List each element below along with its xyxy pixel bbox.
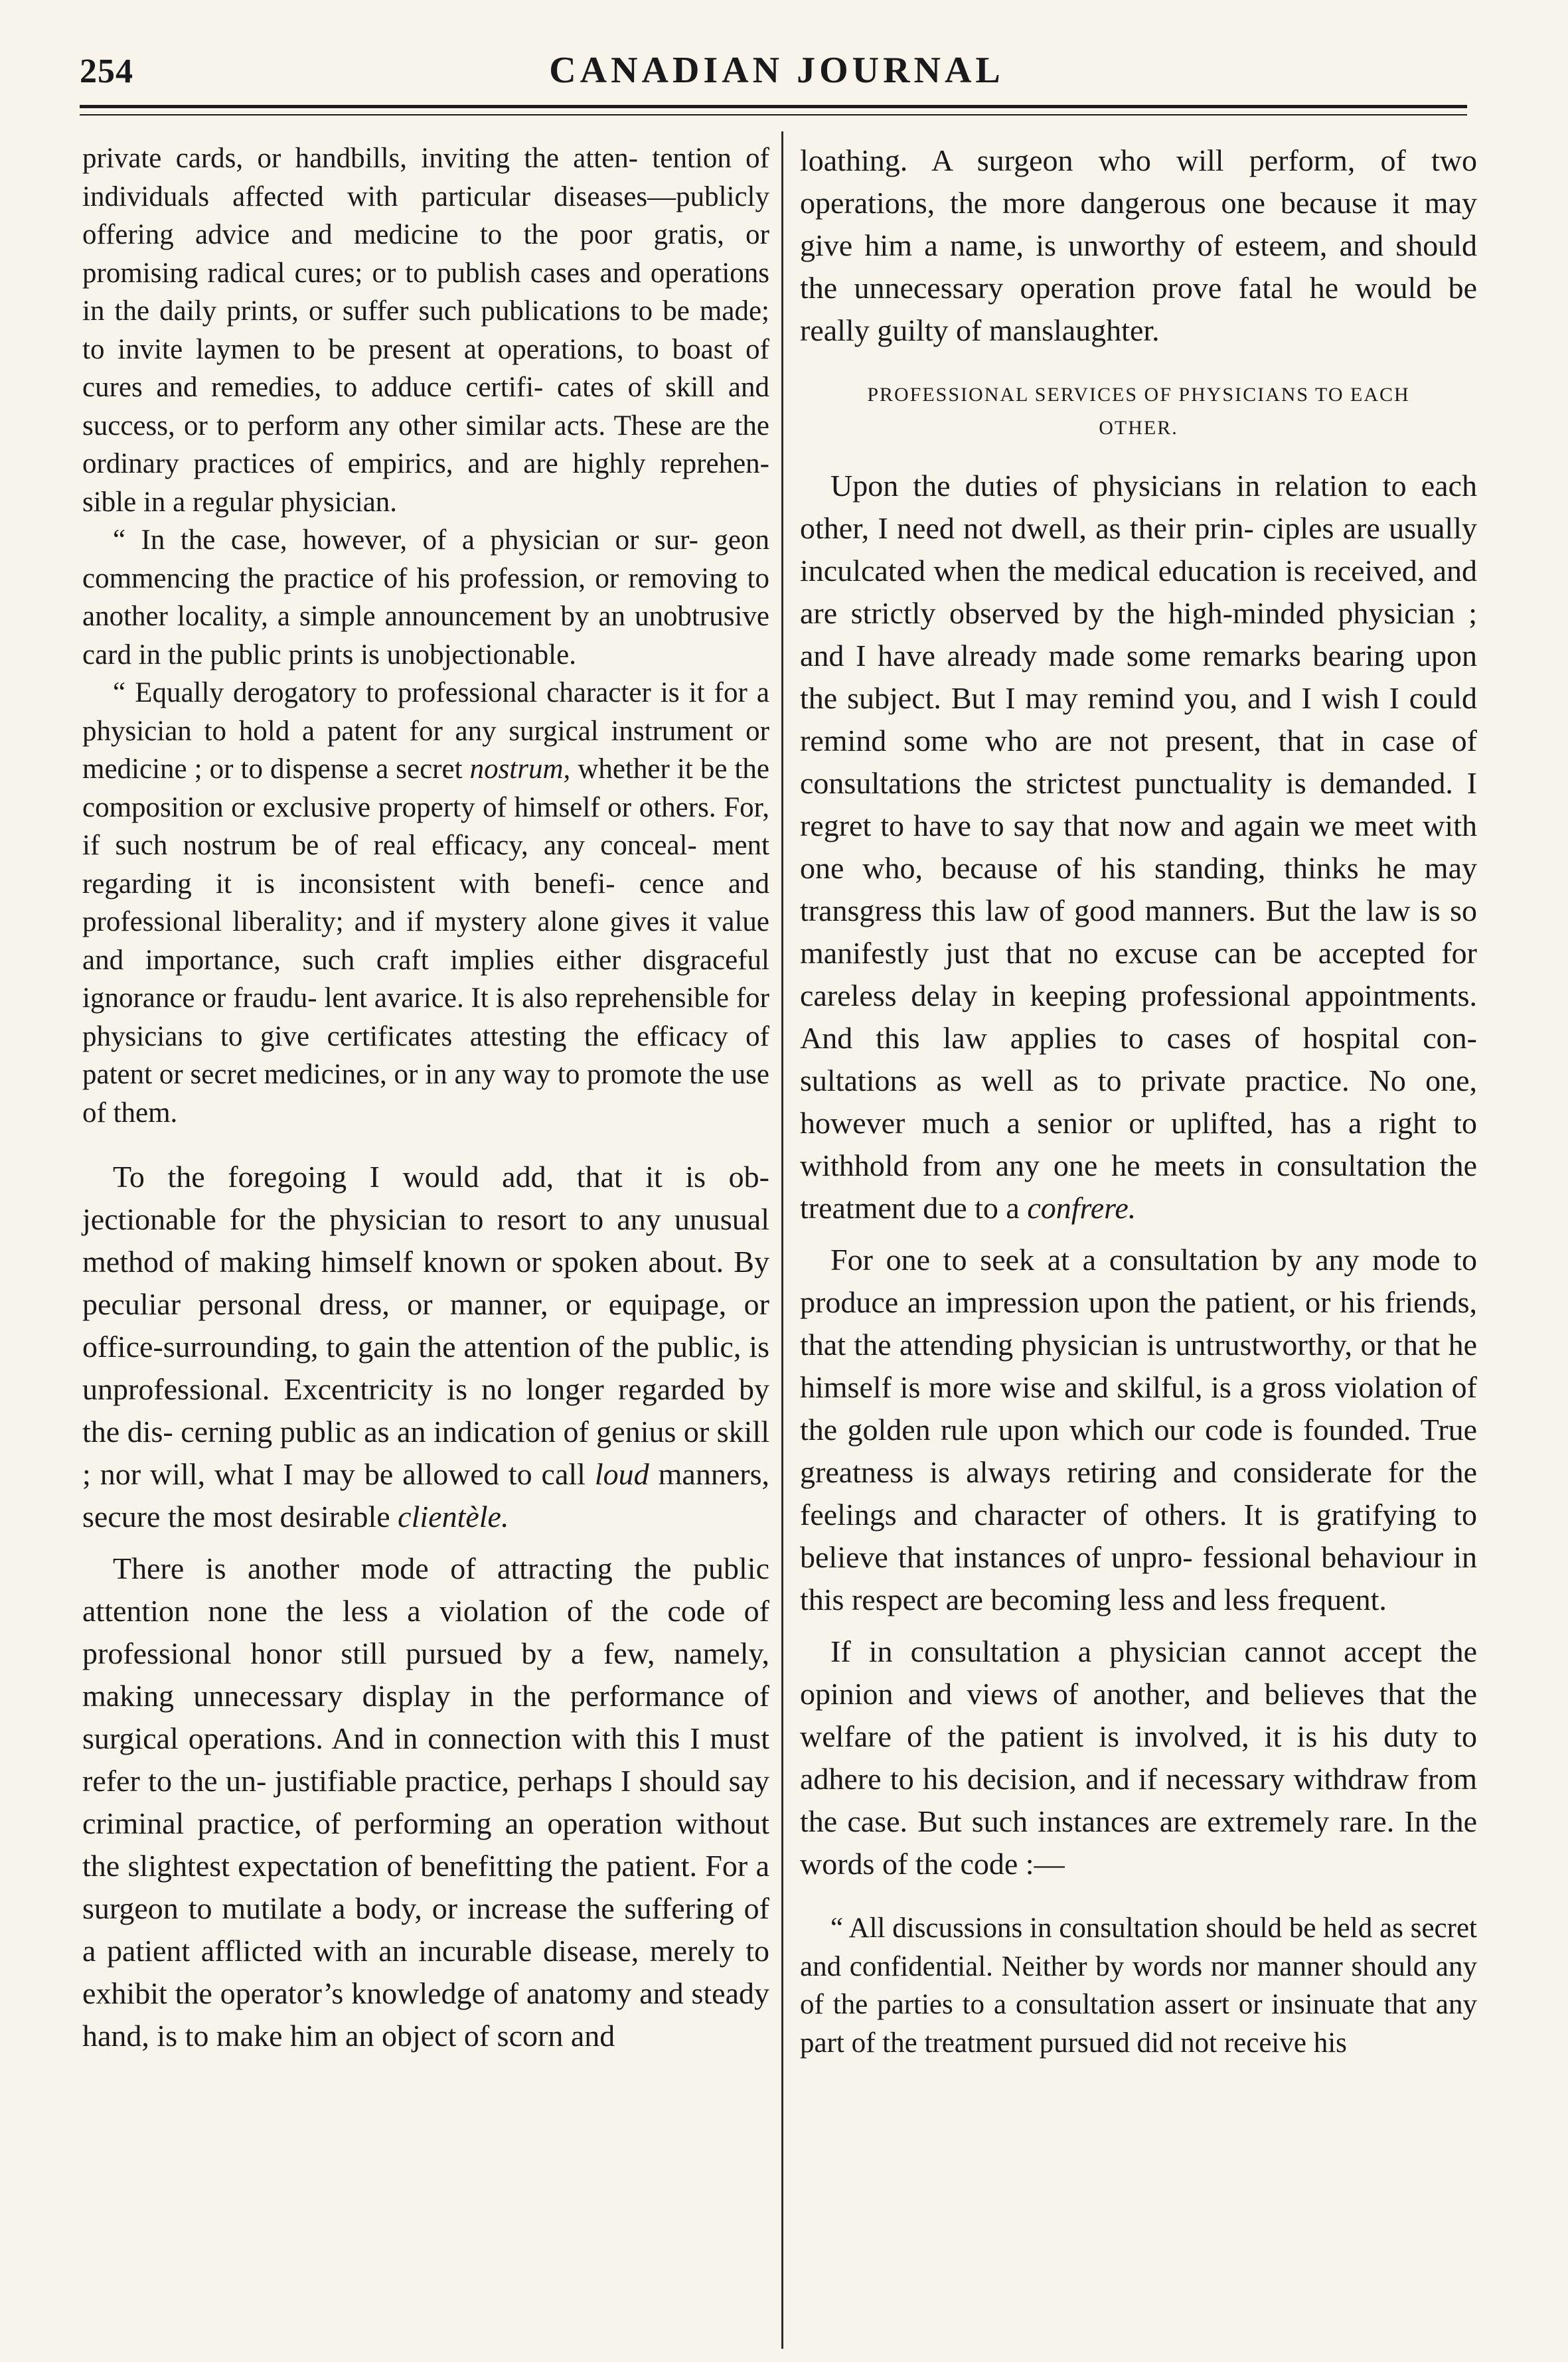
right-p2-start: Upon the duties of physicians in relation to each other, I need not dwell, as their prin- ciples are usually inculcated when the medical education is received, and are strictly observed by the high-minded physician ; and I have already made some remarks bearing upon the subject. But I may remind you, and I wish I could remind some who are not present, that in case of consultations the strictest punctuality is demanded. I regret to have to say that now and again we meet with one who, because of his standing, thinks he may transgress this law of good manners. But the law is so manifestly just that no excuse can be accepted for careless delay in keeping professional appointments. And this law applies to cases of hospital con- sultations as well as to private practice. No one, however much a senior or uplifted, has a right to withhold from any one he meets in consultation the treatment due to a <box>800 469 1477 1225</box>
left-p4-mid: manners, secure the most desirable <box>82 1457 769 1534</box>
section-heading-line-2: OTHER. <box>1099 417 1178 439</box>
page-header <box>80 44 1474 97</box>
left-p3-italic: nostrum, <box>469 753 571 785</box>
left-p4-italic-clientele: clientèle. <box>398 1500 509 1534</box>
left-paragraph-2: “ In the case, however, of a physician or sur- geon commencing the practice of his profession, or removing to another locality, a simple announcement by an unobtrusive card in the public prints is unobjectionable. <box>82 524 769 670</box>
left-p3-before: “ Equally derogatory to professional character is it for a physician to hold a patent for any surgical instrument or medicine ; or to dispense a secret <box>82 677 769 785</box>
right-paragraph-2 <box>800 465 1477 1229</box>
right-paragraph-4: If in consultation a physician cannot accept the opinion and views of another, and believes that the welfare of the patient is involved, it is his duty to adhere to his decision, and if necessary withdraw from the case. But such instances are extremely rare. In the words of the code :— <box>800 1634 1477 1881</box>
right-p2-italic: confrere. <box>1027 1191 1137 1225</box>
left-paragraph-1: private cards, or handbills, inviting the atten- tention of individuals affected with particular diseases—publicly offering advice and medicine to the poor gratis, or promising radical cures; or to publish cases and operations in the daily prints, or suffer such publications to be made; to invite laymen to be present at operations, to boast of cures and remedies, to adduce certifi- cates of skill and success, or to perform any other similar acts. These are the ordinary practices of empirics, and are highly reprehen- sible in a regular physician. <box>82 143 769 518</box>
header-rule-thin <box>80 114 1467 116</box>
left-paragraph-4 <box>82 1156 769 1538</box>
header-rule-thick <box>80 105 1467 108</box>
left-paragraph-3 <box>82 674 769 1132</box>
right-paragraph-3: For one to seek at a consultation by any mode to produce an impression upon the patient, or his friends, that the attending physician is untrustworthy, or that he himself is more wise and skilful, is a gross violation of the golden rule upon which our code is founded. True greatness is always retiring and considerate for the feelings and character of others. It is gratifying to believe that instances of unpro- fessional behaviour in this respect are becoming less and less frequent. <box>800 1243 1477 1616</box>
left-p3-after: whether it be the composition or exclusive property of himself or others. For, if such nostrum be of real efficacy, any conceal- ment regarding it is inconsistent with benefi- cence and professional liberality; and if mystery alone gives it value and importance, such craft implies either disgraceful ignorance or fraudu- lent avarice. It is also reprehensible for physicians to give certificates attesting the efficacy of patent or secret medicines, or in any way to promote the use of them. <box>82 753 769 1129</box>
section-heading <box>800 378 1477 445</box>
left-p4-italic-loud: loud <box>594 1457 649 1491</box>
right-column <box>800 139 1477 2062</box>
right-paragraph-5: “ All discussions in consultation should be held as secret and confidential. Neither by words nor manner should any of the parties to a consultation assert or insinuate that any part of the treatment pursued did not receive his <box>800 1913 1477 2059</box>
left-p4-start: To the foregoing I would add, that it is ob- jectionable for the physician to resort to any unusual method of making himself known or spoken about. By peculiar personal dress, or manner, or equipage, or office-surrounding, to gain the attention of the public, is unprofessional. Excentricity is no longer regarded by the dis- cerning public as an indication of genius or skill ; nor will, what I may be allowed to call <box>82 1160 769 1491</box>
left-paragraph-5: There is another mode of attracting the public attention none the less a violation of the code of professional honor still pursued by a few, namely, making unnecessary display in the performance of surgical operations. And in connection with this I must refer to the un- justifiable practice, perhaps I should say criminal practice, of performing an operation without the slightest expectation of benefitting the patient. For a surgeon to mutilate a body, or increase the suffering of a patient afflicted with an incurable disease, merely to exhibit the operator’s knowledge of anatomy and steady hand, is to make him an object of scorn and <box>82 1551 769 2053</box>
journal-title: CANADIAN JOURNAL <box>549 50 1004 91</box>
column-divider <box>781 131 783 2349</box>
left-column <box>82 139 769 2057</box>
section-heading-line-1: PROFESSIONAL SERVICES OF PHYSICIANS TO EACH <box>867 384 1410 406</box>
page-number: 254 <box>80 52 133 90</box>
right-paragraph-1: loathing. A surgeon who will perform, of two operations, the more dangerous one because it may give him a name, is unworthy of esteem, and should the unnecessary operation prove fatal he would be really guilty of manslaughter. <box>800 143 1477 347</box>
